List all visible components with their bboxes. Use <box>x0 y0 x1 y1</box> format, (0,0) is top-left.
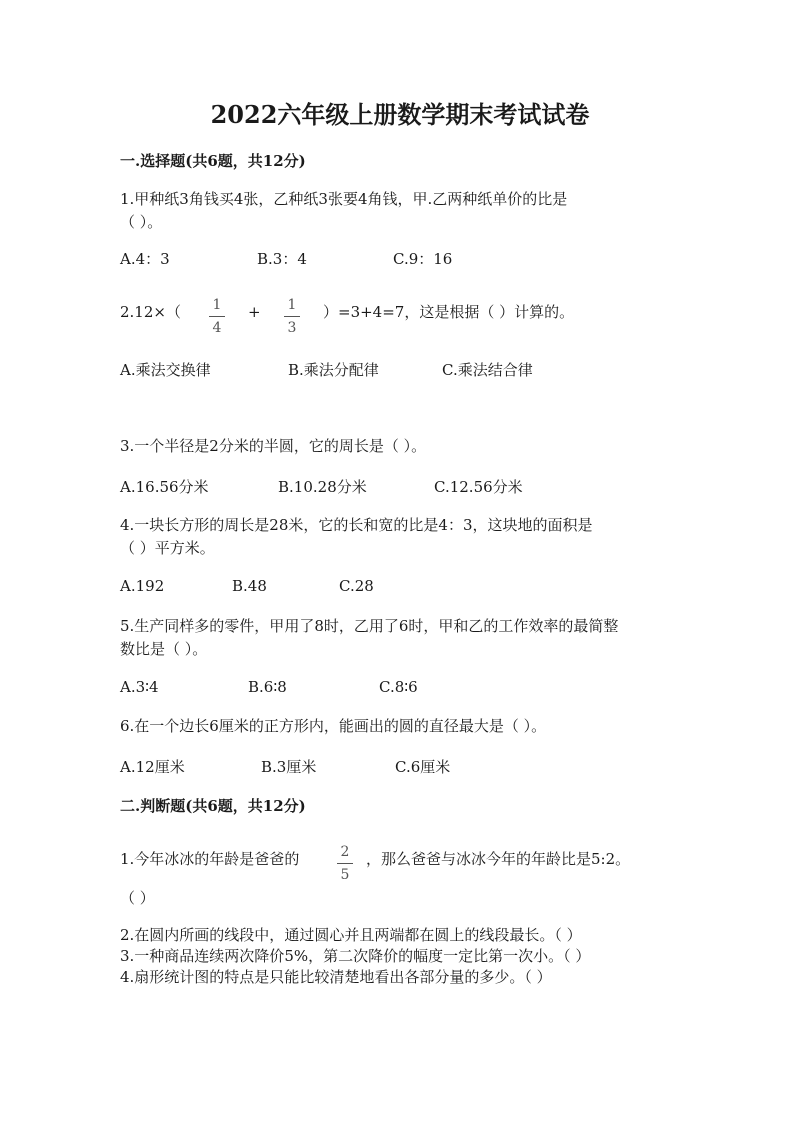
section1-heading: 一.选择题(共6题，共12分) <box>120 152 306 170</box>
s1-q1-option-b: B.3：4 <box>257 250 307 268</box>
fraction-bar <box>337 863 353 864</box>
s1-q1-line2: （ ）。 <box>120 213 163 231</box>
s1-q2-frac2-denominator: 3 <box>287 320 297 336</box>
s1-q5-line2: 数比是（ ）。 <box>120 640 208 658</box>
s2-q1-frac-denominator: 5 <box>340 867 350 883</box>
s1-q6-option-c: C.6厘米 <box>395 758 451 776</box>
s2-q1-frac-numerator: 2 <box>340 844 350 860</box>
s1-q2-fraction-1 <box>206 296 228 337</box>
s2-q1-suffix: ，那么爸爸与冰冰今年的年龄比是5:2。 <box>366 850 631 868</box>
s1-q3-option-c: C.12.56分米 <box>434 478 523 496</box>
s2-q1-blank: （ ） <box>120 889 155 907</box>
s1-q3-option-a: A.16.56分米 <box>120 478 209 496</box>
s1-q4-line2: （ ）平方米。 <box>120 539 215 557</box>
s1-q4-line1: 4.一块长方形的周长是28米，它的长和宽的比是4：3，这块地的面积是 <box>120 516 593 534</box>
s1-q2-frac2-numerator: 1 <box>287 297 297 313</box>
s1-q4-option-c: C.28 <box>339 577 374 595</box>
fraction-bar <box>209 316 225 317</box>
s1-q5-option-b: B.6∶8 <box>248 678 287 696</box>
s1-q6-option-b: B.3厘米 <box>261 758 317 776</box>
s1-q2-frac1-denominator: 4 <box>212 320 222 336</box>
s1-q5-line1: 5.生产同样多的零件，甲用了8时，乙用了6时，甲和乙的工作效率的最简整 <box>120 617 619 635</box>
s2-q3: 3.一种商品连续两次降价5%，第二次降价的幅度一定比第一次小。（ ） <box>120 947 591 965</box>
s1-q6-line1: 6.在一个边长6厘米的正方形内，能画出的圆的直径最大是（ ）。 <box>120 717 547 735</box>
s1-q3-line1: 3.一个半径是2分米的半圆，它的周长是（ ）。 <box>120 437 427 455</box>
s1-q2-fraction-2 <box>281 296 303 337</box>
s1-q5-option-c: C.8∶6 <box>379 678 418 696</box>
s1-q2-prefix: 2.12×（ <box>120 303 181 321</box>
s1-q1-option-c: C.9：16 <box>393 250 453 268</box>
s1-q2-frac1-numerator: 1 <box>212 297 222 313</box>
s1-q5-option-a: A.3∶4 <box>120 678 159 696</box>
s1-q1-option-a: A.4：3 <box>120 250 170 268</box>
s2-q2: 2.在圆内所画的线段中，通过圆心并且两端都在圆上的线段最长。（ ） <box>120 926 582 944</box>
s1-q2-option-a: A.乘法交换律 <box>120 361 211 379</box>
s2-q4: 4.扇形统计图的特点是只能比较清楚地看出各部分量的多少。（ ） <box>120 968 552 986</box>
s2-q1-fraction <box>334 843 356 884</box>
s1-q1-line1: 1.甲种纸3角钱买4张，乙种纸3张要4角钱，甲.乙两种纸单价的比是 <box>120 190 568 208</box>
s1-q4-option-b: B.48 <box>232 577 267 595</box>
section2-heading: 二.判断题(共6题，共12分) <box>120 797 306 815</box>
page-title: 2022六年级上册数学期末考试试卷 <box>210 100 590 129</box>
s1-q4-option-a: A.192 <box>120 577 165 595</box>
s1-q2-option-c: C.乘法结合律 <box>442 361 533 379</box>
s1-q2-suffix: ）=3+4=7，这是根据（ ）计算的。 <box>323 303 575 321</box>
s1-q3-option-b: B.10.28分米 <box>278 478 367 496</box>
s1-q2-option-b: B.乘法分配律 <box>288 361 379 379</box>
s2-q1-prefix: 1.今年冰冰的年龄是爸爸的 <box>120 850 300 868</box>
s1-q2-plus: + <box>248 303 261 321</box>
s1-q6-option-a: A.12厘米 <box>120 758 185 776</box>
fraction-bar <box>284 316 300 317</box>
